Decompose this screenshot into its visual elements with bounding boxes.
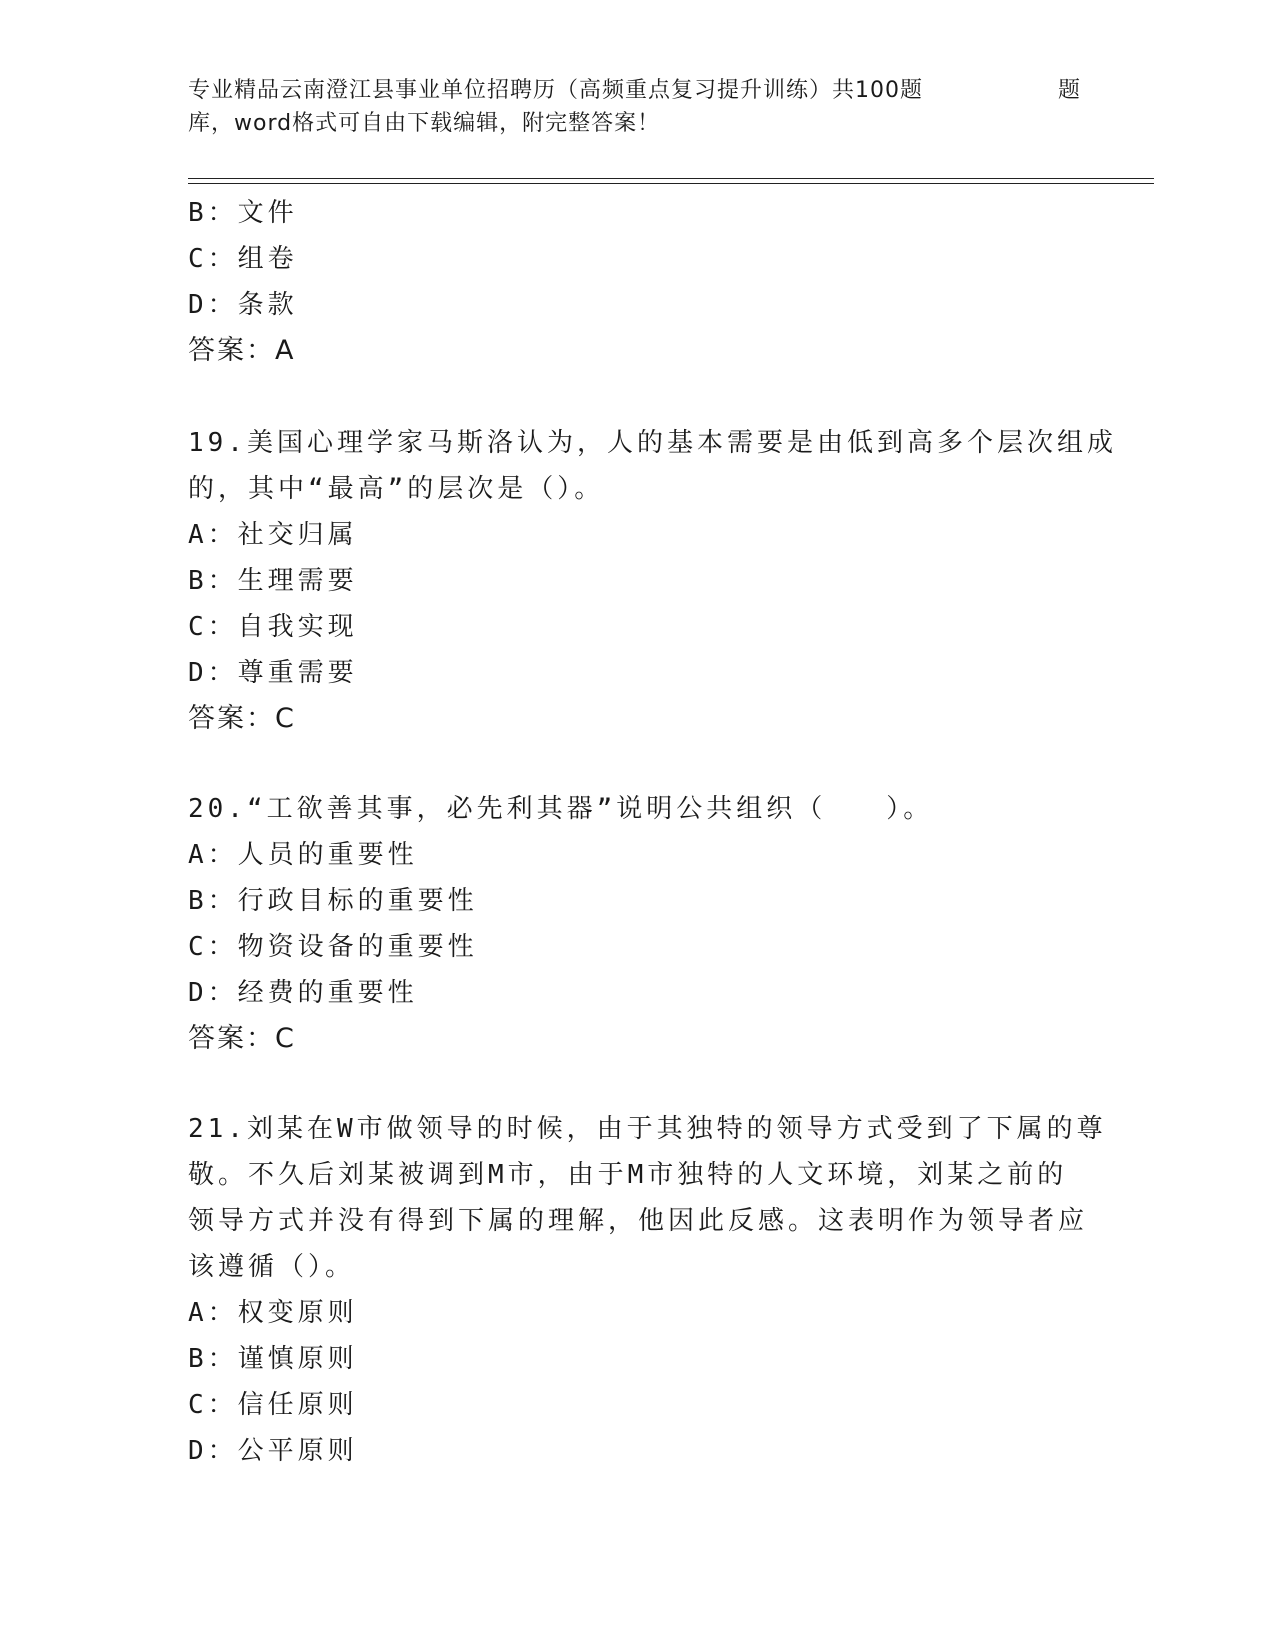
option-a: A：社交归属 <box>188 520 358 550</box>
header-title: 专业精品云南澄江县事业单位招聘历（高频重点复习提升训练）共100题 <box>188 78 923 103</box>
question-text-line: 20.“工欲善其事，必先利其器”说明公共组织（ ）。 <box>188 794 934 824</box>
option-d: D：条款 <box>188 290 298 320</box>
header-rule-top <box>188 178 1154 179</box>
option-b: B：文件 <box>188 198 298 228</box>
option-d: D：尊重需要 <box>188 658 358 688</box>
question-18-continued <box>188 190 1088 374</box>
option-a: A：权变原则 <box>188 1298 358 1328</box>
option-c: C：信任原则 <box>188 1390 358 1420</box>
question-text-line: 21.刘某在W市做领导的时候，由于其独特的领导方式受到了下属的尊 <box>188 1114 1107 1144</box>
header-title-tail: 题 <box>1058 78 1082 103</box>
option-d: D：经费的重要性 <box>188 978 418 1008</box>
header-line-2: 库，word格式可自由下载编辑，附完整答案！ <box>188 111 661 136</box>
option-c: C：自我实现 <box>188 612 358 642</box>
question-21 <box>188 1106 1107 1474</box>
option-a: A：人员的重要性 <box>188 840 418 870</box>
option-b: B：谨慎原则 <box>188 1344 358 1374</box>
question-19 <box>188 420 1117 742</box>
question-text-line: 的，其中“最高”的层次是（）。 <box>188 474 605 504</box>
spacer <box>188 742 1088 786</box>
question-list <box>188 190 1117 1474</box>
answer-label: 答案：A <box>188 335 296 366</box>
spacer <box>188 374 1088 420</box>
option-b: B：行政目标的重要性 <box>188 886 478 916</box>
spacer <box>188 1062 1088 1106</box>
header-rule-bottom <box>188 183 1154 184</box>
question-20 <box>188 786 1088 1062</box>
question-text-line: 该遵循（）。 <box>188 1252 356 1282</box>
question-text-line: 领导方式并没有得到下属的理解，他因此反感。这表明作为领导者应 <box>188 1206 1089 1236</box>
page-header <box>188 74 1088 140</box>
answer-label: 答案：C <box>188 1023 296 1054</box>
question-text-line: 19.美国心理学家马斯洛认为，人的基本需要是由低到高多个层次组成 <box>188 428 1117 458</box>
question-text-line: 敬。不久后刘某被调到M市，由于M市独特的人文环境，刘某之前的 <box>188 1160 1068 1190</box>
option-b: B：生理需要 <box>188 566 358 596</box>
answer-label: 答案：C <box>188 703 296 734</box>
option-c: C：组卷 <box>188 244 298 274</box>
header-line-1 <box>188 74 1088 107</box>
option-c: C：物资设备的重要性 <box>188 932 478 962</box>
option-d: D：公平原则 <box>188 1436 358 1466</box>
